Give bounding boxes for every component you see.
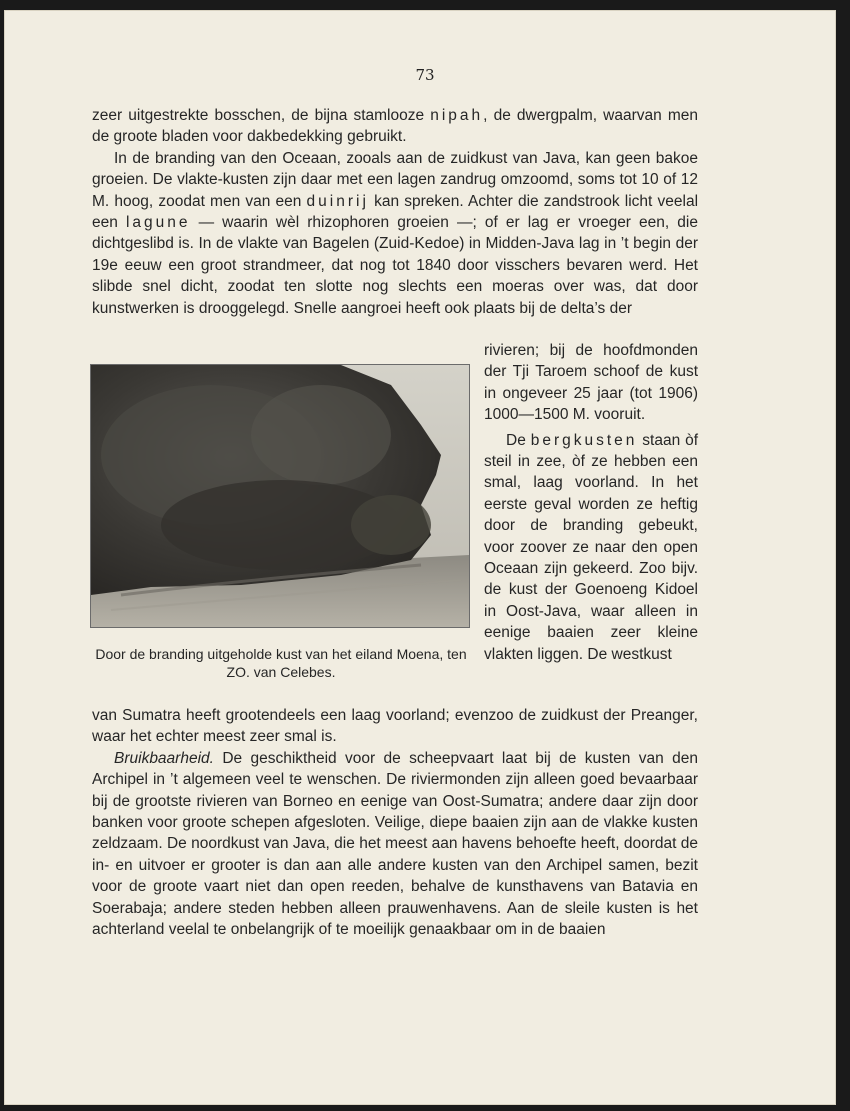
spaced-term-duinrij: duinrij: [306, 192, 369, 210]
section-title-bruikbaarheid: Bruikbaarheid.: [114, 749, 214, 767]
paragraph-1: [92, 105, 698, 148]
spaced-term-bergkusten: bergkusten: [530, 431, 638, 449]
paragraph-2: [92, 148, 698, 319]
paragraph-3: van Sumatra heeft grootendeels een laag voorland; evenzoo de zuidkust der Preanger, waar het echter meest zeer smal is.: [92, 707, 698, 746]
side-column-text: [484, 340, 698, 665]
text-span: In de branding van den Oceaan, zooals aan de zuidkust van Java, kan geen bakoe groeien. De vlakte-kusten zijn daar met een lagen zandrug omzoomd, soms tot 10 of 12 M. hoog, zoodat men van een: [92, 149, 698, 210]
coast-photograph: [90, 364, 470, 628]
side-paragraph-2: [484, 430, 698, 665]
text-span: staan òf steil in zee, òf ze hebben een smal, laag voorland. In het eerste geval worden ze heftig door de branding gebeukt, voor zoover ze naar den open Oceaan zijn gekeerd. Zoo bijv. de kust der Goenoeng Kidoel in Oost-Java, waar alleen in eenige baaien zeer kleine vlakten liggen. De westkust: [484, 431, 698, 663]
paragraph-4: [92, 748, 698, 941]
text-span: zeer uitgestrekte bosschen, de bijna stamlooze: [92, 107, 431, 124]
spaced-term-lagune: lagune: [125, 214, 191, 232]
photo-caption: Door de branding uitgeholde kust van het eiland Moena, ten ZO. van Celebes.: [95, 646, 467, 680]
text-span: — waarin wèl rhizophoren groeien —; of er lag er vroeger een, die dichtgeslibd is. In de vlakte van Bagelen (Zuid-Kedoe) in Midden-Java lag in ’t begin der 19e eeuw een groot strandmeer, dat nog tot 1840 door visschers bevaren werd. Het slibde snel dicht, zoodat ten slotte nog slechts een moeras over was, dat door kunstwerken is drooggelegd. Snelle aangroei heeft ook plaats bij de delta’s der: [92, 214, 698, 317]
side-paragraph-1: rivieren; bij de hoofdmonden der Tji Taroem schoof de kust in ongeveer 25 jaar (tot 1906) 1000—1500 M. vooruit.: [484, 342, 698, 424]
photo-illustration: [91, 365, 469, 627]
text-span: , de dwergpalm, waarvan men de groote bladen voor dakbedekking gebruikt.: [92, 107, 698, 146]
text-block-top: [92, 105, 698, 319]
text-span: De geschiktheid voor de scheepvaart laat bij de kusten van den Archipel in ’t algemeen veel te wenschen. De riviermonden zijn alleen goed bevaarbaar bij de grootste rivieren van Borneo en eenige van Oost-Sumatra; andere daar zijn door banken voor groote schepen afgesloten. Veilige, diepe baaien zijn aan de vlakke kusten zeldzaam. De noordkust van Java, die het meest aan havens behoefte heeft, doordat de in- en uitvoer er grooter is dan aan alle andere kusten van den Archipel samen, bezit voor de groote vaart niet dan open reeden, behalve de kunsthavens van Batavia en Soerabaja; andere steden hebben alleen prauwenhavens. Aan de sleile kusten is het achterland veelal te onbelangrijk of te moeilijk genaakbaar om in de baaien: [92, 749, 698, 939]
text-block-bottom: [92, 705, 698, 940]
spaced-term-nipah: nipah: [430, 107, 484, 124]
text-span: De: [506, 431, 531, 449]
page-number: 73: [415, 66, 435, 84]
text-span: kan spreken. Achter die zandstrook licht veelal een: [92, 192, 699, 232]
